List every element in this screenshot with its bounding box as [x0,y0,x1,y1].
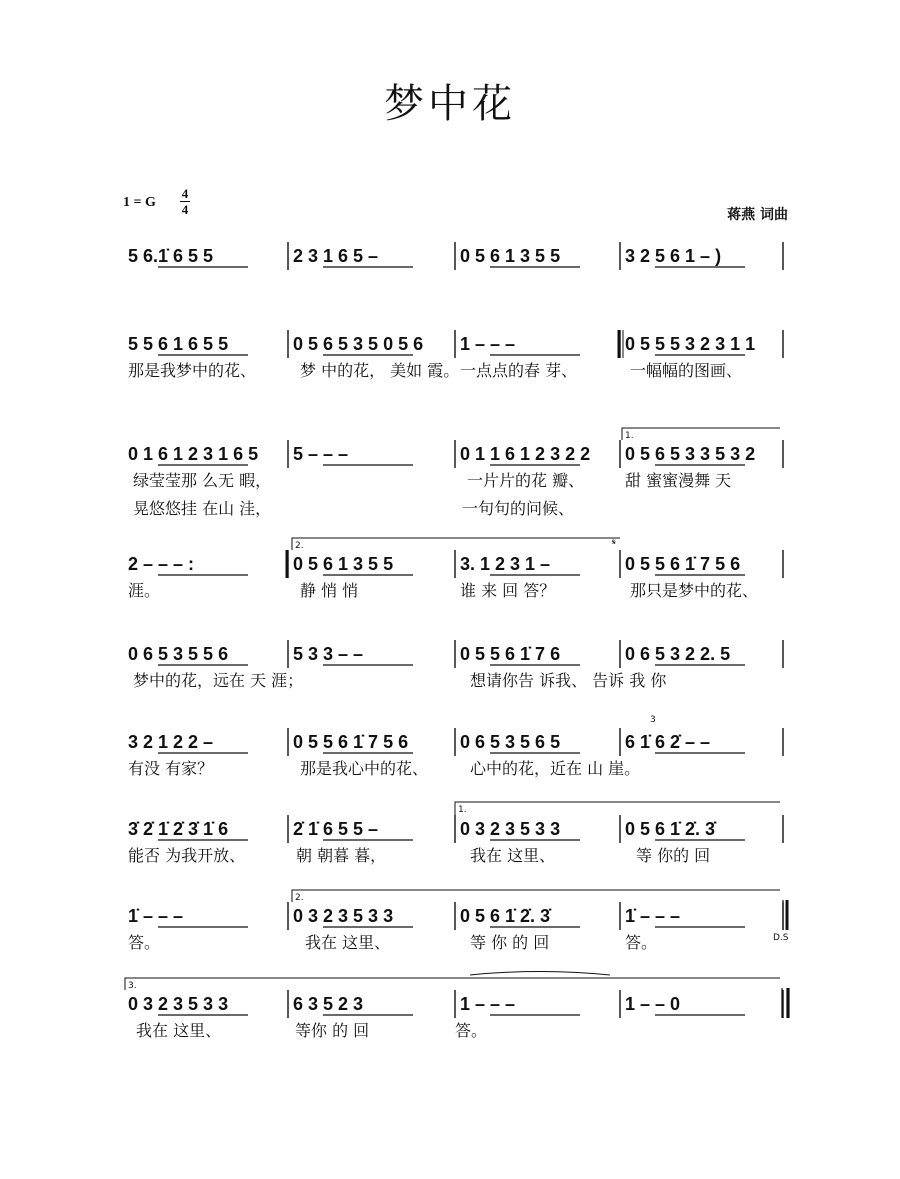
notation-measure: 3. 1 2 3 1 – [460,554,551,574]
lyric-line: 一片片的花 瓣、 [467,471,585,490]
notation-measure: 0 5 5 6 1̇ 7 5 6 [625,554,741,574]
notation-measure: 1̇ – – – [625,906,681,926]
lyric-line: 甜 蜜蜜漫舞 天 [625,471,732,490]
lyric-line: 绿莹莹那 么无 暇， [133,471,272,490]
volta-label-2: 2. [295,541,304,551]
volta-bracket-2 [292,538,620,550]
lyric-line: 梦 中的花， 美如 霞。 [300,361,460,380]
notation-measure: 2 – – – : [128,554,195,574]
notation-measure: 0 6 5 3 2 2. 5 [625,644,731,664]
lyric-line: 静 悄 悄 [300,581,359,600]
lyric-line: 一点点的春 芽、 [460,361,578,380]
time-signature-bottom: 4 [181,202,189,217]
notation-measure: 1̇ – – – [128,906,184,926]
notation-measure: 0 5 6 1 3 5 5 [460,246,561,266]
volta-label-2b: 2. [295,893,304,903]
lyric-line: 那只是梦中的花、 [630,581,759,600]
notation-measure: 5 5 6 1 6 5 5 [128,334,229,354]
lyric-line: 涯。 [128,581,161,600]
lyric-line: 答。 [455,1021,488,1040]
volta-label-3: 3. [128,981,137,991]
volta-bracket-3 [125,978,780,990]
lyric-line: 等 你的 回 [636,846,711,865]
lyric-line: 晃悠悠挂 在山 洼， [133,499,272,518]
lyric-line: 答。 [625,933,658,952]
notation-measure: 1 – – 0 [625,994,681,1014]
notation-measure: 0 3 2 3 5 3 3 [293,906,394,926]
lyric-line: 那是我梦中的花、 [128,361,257,380]
notation-measure: 0 5 6 5 3 3 5 3 2 [625,444,756,464]
lyric-line: 心中的花，近在 山 崖。 [470,759,641,778]
lyric-line: 等 你 的 回 [470,933,550,952]
volta-bracket-1b [455,802,780,815]
notation-measure: 5 3 3 – – [293,644,364,664]
notation-measure: 0 3 2 3 5 3 3 [128,994,229,1014]
notation-measure: 6 3 5 2 3 [293,994,364,1014]
notation-measure: 0 3 2 3 5 3 3 [460,819,561,839]
lyric-line: 我在 这里、 [136,1021,222,1040]
volta-label-1b: 1. [458,805,467,815]
notation-measure: 3 2 1 2 2 – [128,732,214,752]
lyric-line: 有没 有家？ [128,759,214,778]
notation-measure: 0 6 5 3 5 6 5 [460,732,561,752]
notation-measure: 2 3 1 6 5 – [293,246,379,266]
segno-sign: 𝄋 [612,538,616,548]
notation-measure: 0 5 5 6 1̇ 7 6 [460,644,561,664]
notation-measure: 5 6.1̇ 6 5 5 [128,246,214,266]
lyric-line: 想请你告 诉我、 告诉 我 你 [470,671,667,690]
notation-measure: 1 – – – [460,994,516,1014]
notation-measure: 3 2 5 6 1 – ) [625,246,722,266]
notation-measure: 6 1̇ 6 2̇ – – [625,732,711,752]
notation-measure: 0 5 6 1 3 5 5 [293,554,394,574]
notation-measure: 0 5 6 1̇ 2̇. 3̇ [625,819,716,839]
lyric-line: 答。 [128,933,161,952]
time-signature-top: 4 [181,186,189,201]
ds-mark: D.S [773,933,789,943]
notation-measure: 1 – – – [460,334,516,354]
notation-measure: 3̇ 2̇ 1̇ 2̇ 3̇ 1̇ 6 [128,819,229,839]
lyric-line: 朝 朝暮 暮， [296,846,387,865]
volta-bracket-2b [292,890,780,902]
lyric-line: 我在 这里、 [305,933,391,952]
volta-label-1: 1. [625,431,634,441]
notation-measure: 2̇ 1̇ 6 5 5 – [293,819,379,839]
lyric-line: 那是我心中的花、 [300,759,429,778]
notation-measure: 0 5 5 6 1̇ 7 5 6 [293,732,409,752]
tie-arc [470,972,610,976]
lyric-line: 一幅幅的图画、 [630,361,743,380]
lyric-line: 能否 为我开放、 [128,846,246,865]
volta-bracket-1 [622,428,780,440]
notation-measure: 0 5 6 5 3 5 0 5 6 [293,334,424,354]
notation-measure: 0 5 5 5 3 2 3 1 1 [625,334,756,354]
lyric-line: 梦中的花，远在 天 涯； [133,671,304,690]
key-signature: 1 = G [123,195,156,210]
lyric-line: 等你 的 回 [295,1021,370,1040]
triplet-mark: 3 [650,715,656,725]
notation-measure: 0 1 1 6 1 2 3 2 2 [460,444,591,464]
notation-measure: 0 6 5 3 5 5 6 [128,644,229,664]
notation-measure: 5 – – – [293,444,349,464]
lyric-line: 一句句的问候、 [462,499,575,518]
lyric-line: 谁 来 回 答？ [460,581,556,600]
notation-measure: 0 5 6 1̇ 2̇. 3̇ [460,906,551,926]
song-title: 梦中花 [384,81,516,127]
lyric-line: 我在 这里、 [470,846,556,865]
notation-measure: 0 1 6 1 2 3 1 6 5 [128,444,259,464]
composer-credit: 蒋燕 词曲 [727,207,788,223]
